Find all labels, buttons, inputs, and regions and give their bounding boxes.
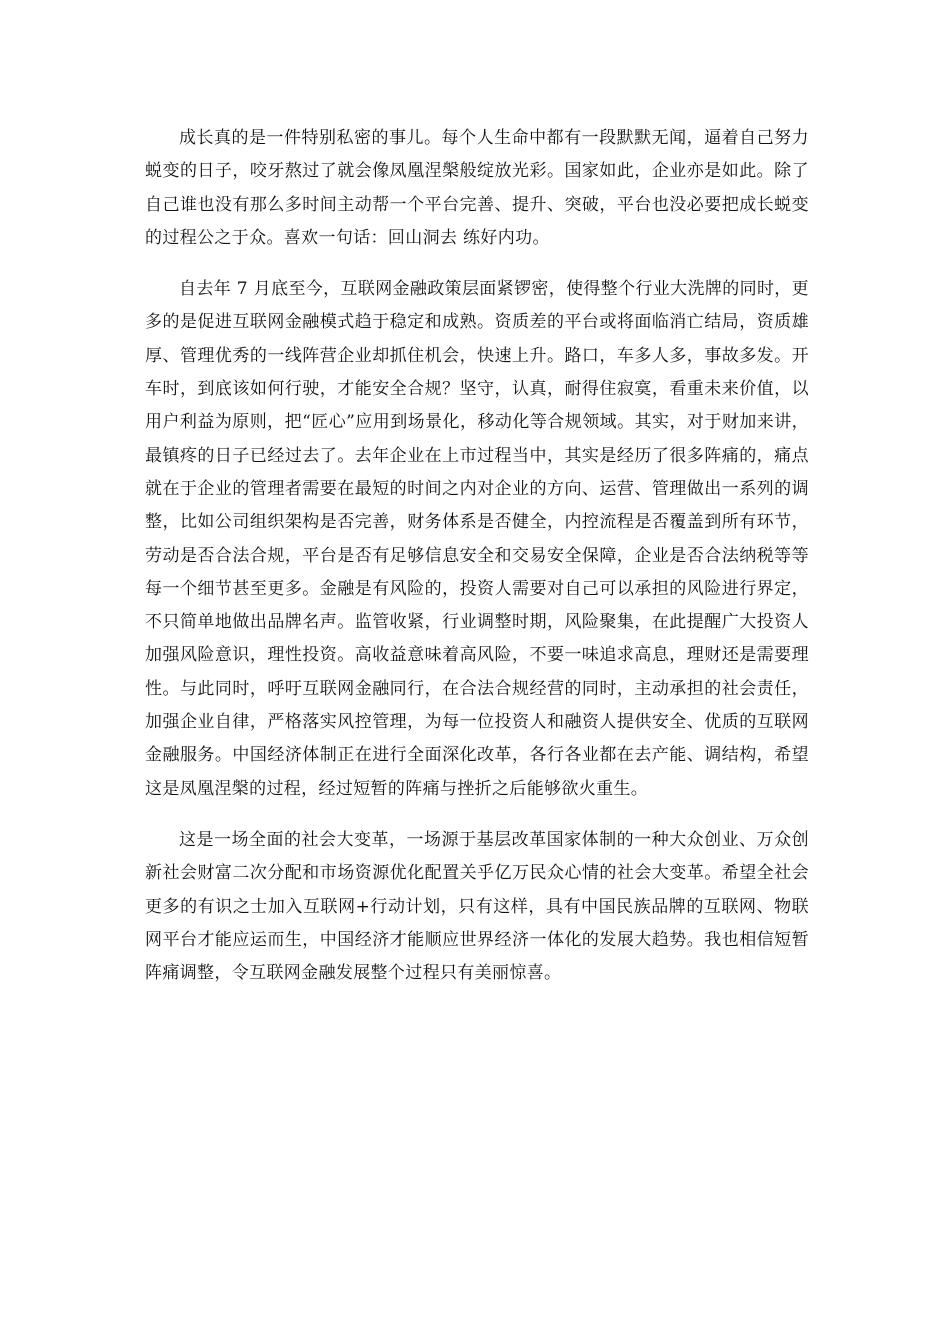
paragraph-1: 成长真的是一件特别私密的事儿。每个人生命中都有一段默默无闻，逼着自己努力蜕变的日子，咬牙熬过了就会像凤凰涅槃般绽放光彩。国家如此，企业亦是如此。除了自己谁也没有那么多时间主动帮一个平台完善、提升、突破，平台也没必要把成长蜕变的过程公之于众。喜欢一句话：回山洞去 练好内功。 bbox=[145, 128, 809, 248]
paragraph-2: 自去年 7 月底至今，互联网金融政策层面紧锣密，使得整个行业大洗牌的同时，更多的是促进互联网金融模式趋于稳定和成熟。资质差的平台或将面临消亡结局，资质雄厚、管理优秀的一线阵营企业却抓住机会，快速上升。路口，车多人多，事故多发。开车时，到底该如何行驶，才能安全合规？坚守，认真，耐得住寂寞，看重未来价值，以用户利益为原则，把“匠心”应用到场景化，移动化等合规领域。其实，对于财加来讲，最镇疼的日子已经过去了。去年企业在上市过程当中，其实是经历了很多阵痛的，痛点就在于企业的管理者需要在最短的时间之内对企业的方向、运营、管理做出一系列的调整，比如公司组织架构是否完善，财务体系是否健全，内控流程是否覆盖到所有环节，劳动是否合法合规，平台是否有足够信息安全和交易安全保障，企业是否合法纳税等等每一个细节甚至更多。金融是有风险的，投资人需要对自己可以承担的风险进行界定，不只简单地做出品牌名声。监管收紧，行业调整时期，风险聚集，在此提醒广大投资人加强风险意识，理性投资。高收益意味着高风险，不要一味追求高息，理财还是需要理性。与此同时，呼吁互联网金融同行，在合法合规经营的同时，主动承担的社会责任，加强企业自律，严格落实风控管理，为每一位投资人和融资人提供安全、优质的互联网金融服务。中国经济体制正在进行全面深化改革，各行各业都在去产能、调结构，希望这是凤凰涅槃的过程，经过短暂的阵痛与挫折之后能够欲火重生。 bbox=[145, 279, 809, 799]
article-body bbox=[145, 122, 809, 1008]
paragraph-3: 这是一场全面的社会大变革，一场源于基层改革国家体制的一种大众创业、万众创新社会财富二次分配和市场资源优化配置关乎亿万民众心情的社会大变革。希望全社会更多的有识之士加入互联网+行动计划，只有这样，具有中国民族品牌的互联网、物联网平台才能应运而生，中国经济才能顺应世界经济一体化的发展大趋势。我也相信短暂阵痛调整，令互联网金融发展整个过程只有美丽惊喜。 bbox=[145, 829, 809, 984]
